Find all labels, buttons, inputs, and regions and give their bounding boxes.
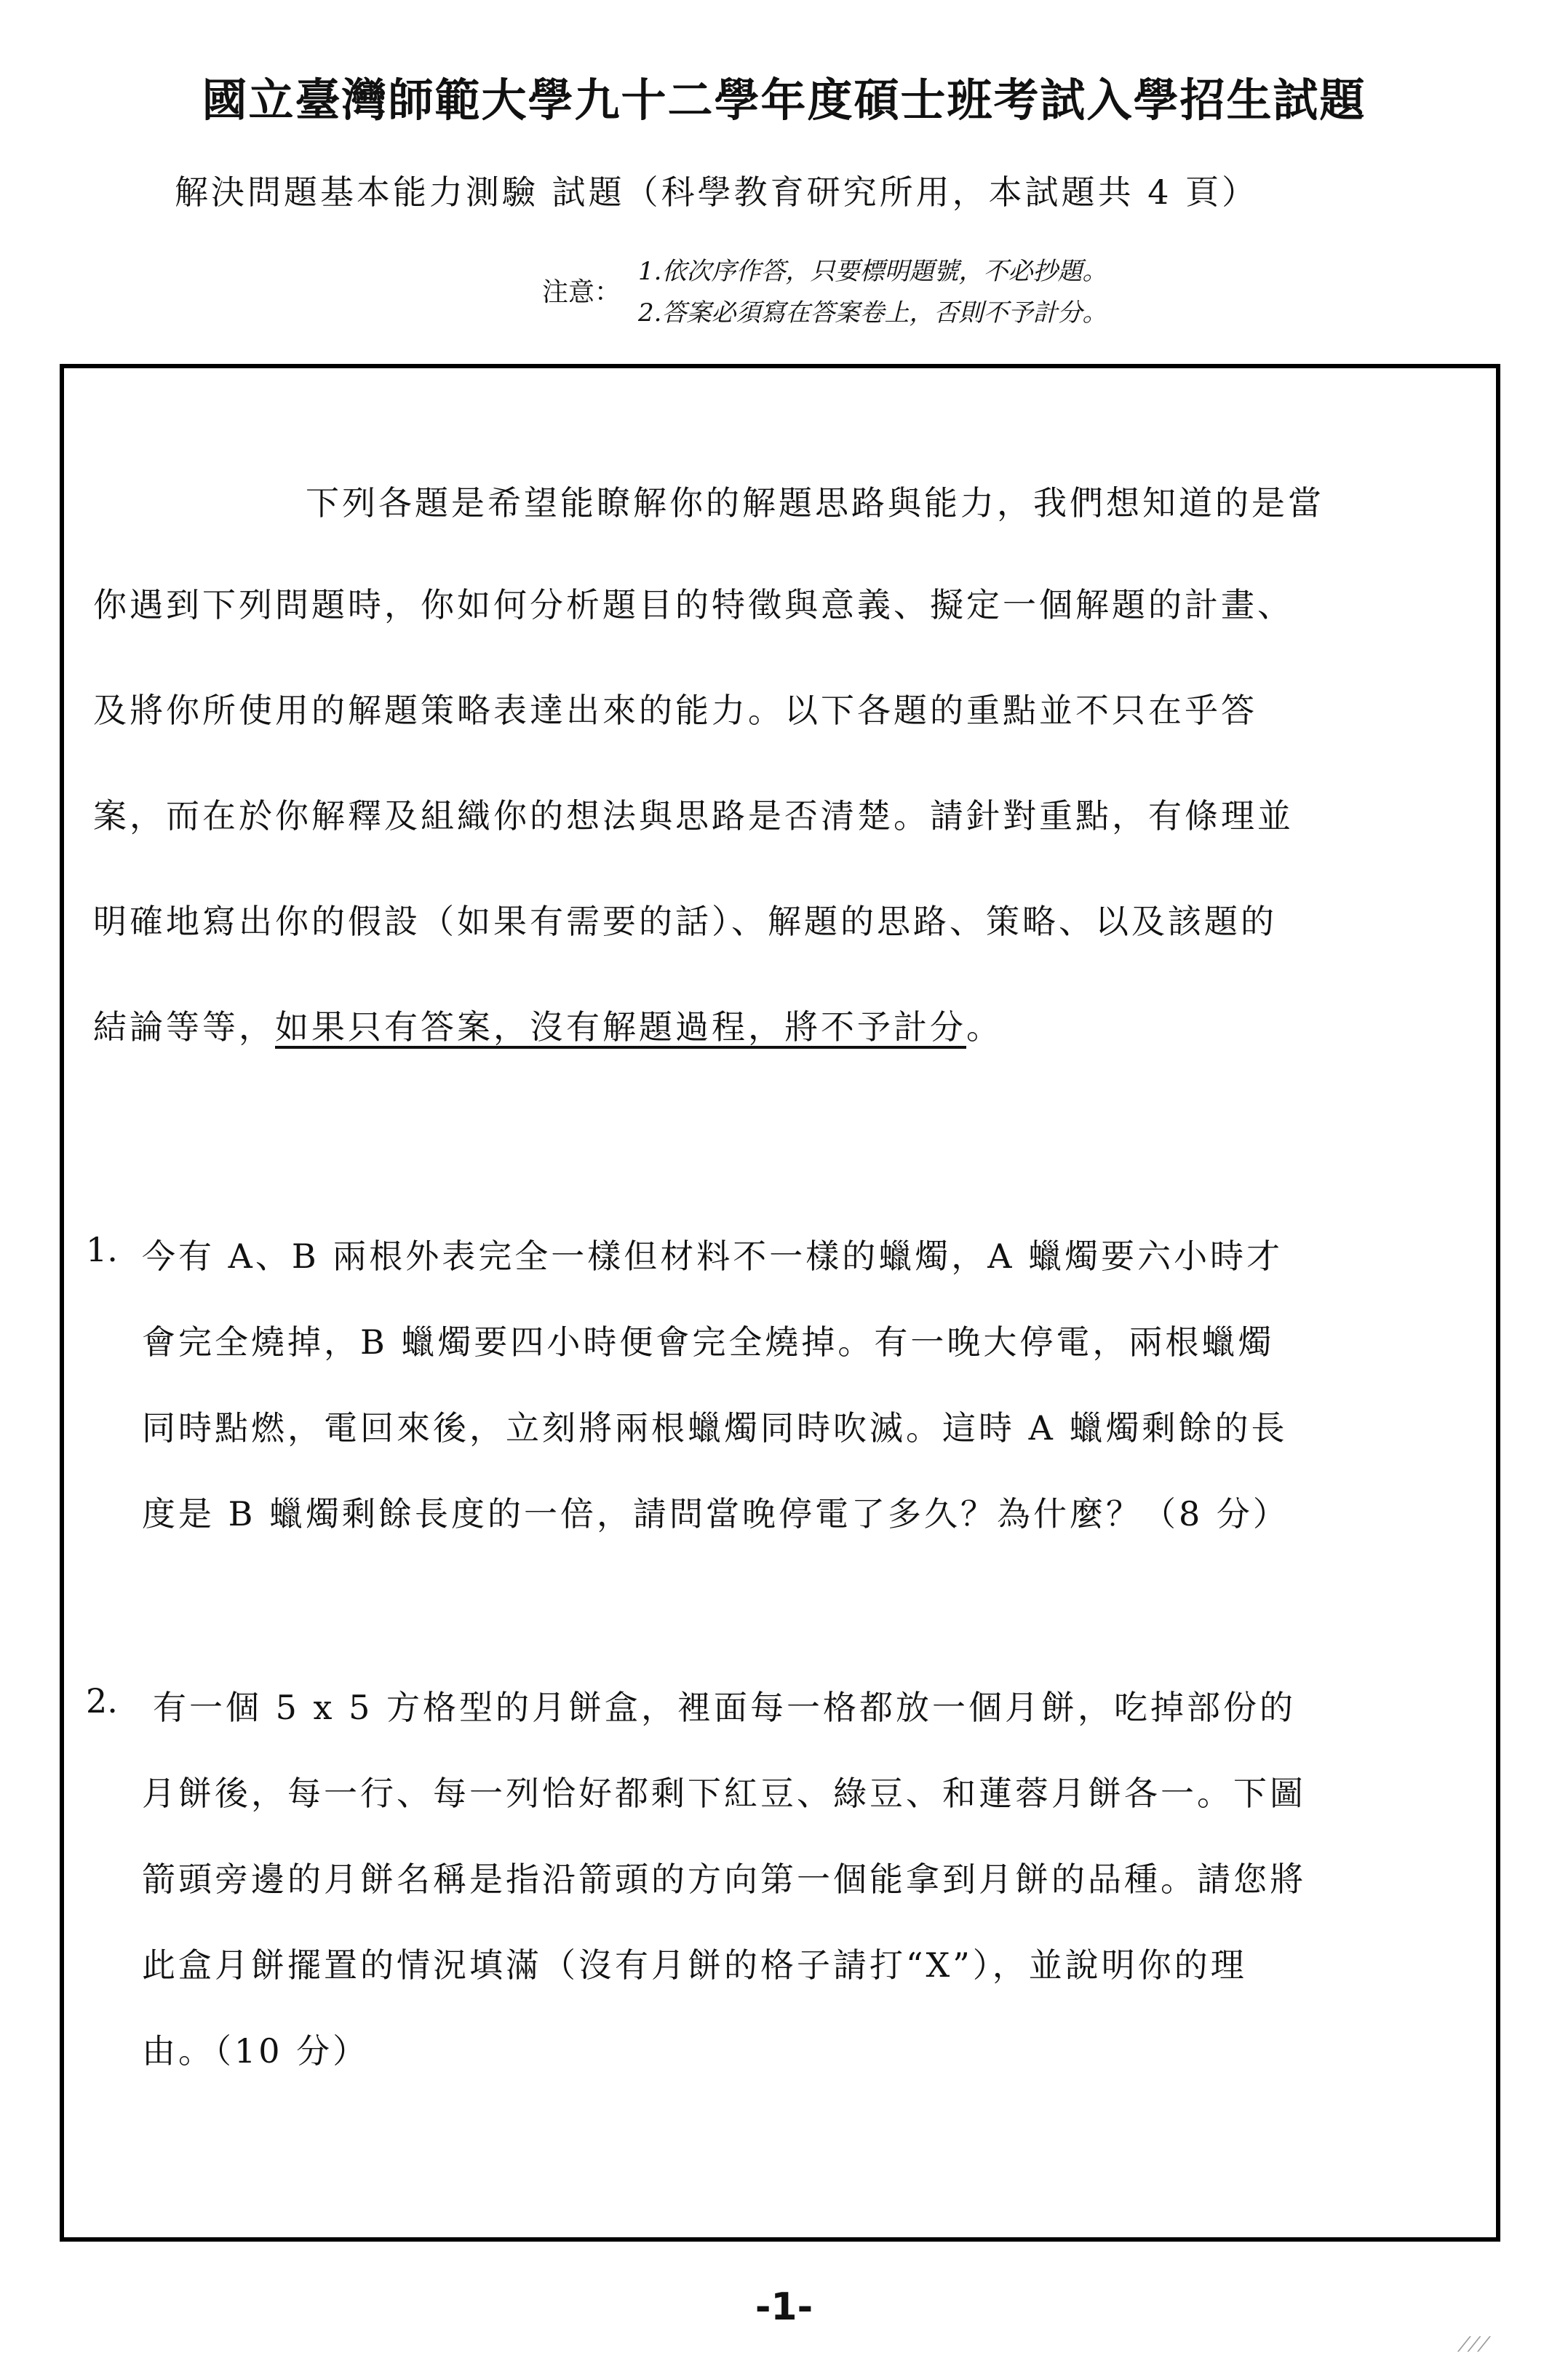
question-2-line-1: 有一個 5 x 5 方格型的月餅盒，裡面每一格都放一個月餅，吃掉部份的 (153, 1688, 1296, 1727)
question-1-number: 1. (86, 1230, 118, 1269)
question-1-line-1: 今有 A、B 兩根外表完全一樣但材料不一樣的蠟燭，A 蠟燭要六小時才 (142, 1237, 1284, 1276)
question-2-line-4: 此盒月餅擺置的情況填滿（沒有月餅的格子請打“X”），並說明你的理 (142, 1945, 1247, 1985)
instructions-last-suffix: 。 (966, 1007, 1003, 1047)
question-2-line-5: 由。（10 分） (142, 2031, 370, 2071)
question-1-line-2: 會完全燒掉，B 蠟燭要四小時便會完全燒掉。有一晚大停電，兩根蠟燭 (142, 1322, 1275, 1362)
note-item-1: 1.依次序作答，只要標明題號，不必抄題。 (638, 257, 1107, 286)
page-number: -1- (755, 2285, 813, 2329)
scan-margin-mark: ⁄ ⁄ ⁄ (1462, 2333, 1486, 2357)
no-process-warning: 如果只有答案，沒有解題過程，將不予計分 (275, 1007, 966, 1047)
question-1-line-3: 同時點燃，電回來後，立刻將兩根蠟燭同時吹滅。這時 A 蠟燭剩餘的長 (142, 1408, 1288, 1448)
instructions-line-6 (93, 1001, 1003, 1049)
question-2-line-3: 箭頭旁邊的月餅名稱是指沿箭頭的方向第一個能拿到月餅的品種。請您將 (142, 1860, 1306, 1899)
exam-title: 國立臺灣師範大學九十二學年度碩士班考試入學招生試題 (202, 74, 1366, 127)
notes-label: 注意： (542, 277, 621, 307)
instructions-line-5: 明確地寫出你的假設（如果有需要的話）、解題的思路、策略、以及該題的 (93, 902, 1277, 941)
instructions-line-4: 案，而在於你解釋及組織你的想法與思路是否清楚。請針對重點，有條理並 (93, 796, 1294, 836)
instructions-line-2: 你遇到下列問題時，你如何分析題目的特徵與意義、擬定一個解題的計畫、 (93, 585, 1294, 624)
instructions-last-prefix: 結論等等， (93, 1007, 275, 1047)
notes-list (638, 251, 1107, 328)
question-2-line-2: 月餅後，每一行、每一列恰好都剩下紅豆、綠豆、和蓮蓉月餅各一。下圖 (142, 1774, 1306, 1813)
question-1-line-4: 度是 B 蠟燭剩餘長度的一倍，請問當晚停電了多久？為什麼？（8 分） (142, 1494, 1289, 1533)
instructions-line-1: 下列各題是希望能瞭解你的解題思路與能力，我們想知道的是當 (306, 483, 1324, 523)
exam-subtitle: 解決問題基本能力測驗 試題（科學教育研究所用，本試題共 4 頁） (175, 172, 1259, 212)
question-2-number: 2. (86, 1681, 118, 1721)
note-item-2: 2.答案必須寫在答案卷上，否則不予計分。 (638, 298, 1107, 328)
notes-block (542, 251, 1107, 328)
instructions-line-3: 及將你所使用的解題策略表達出來的能力。以下各題的重點並不只在乎答 (93, 691, 1257, 730)
